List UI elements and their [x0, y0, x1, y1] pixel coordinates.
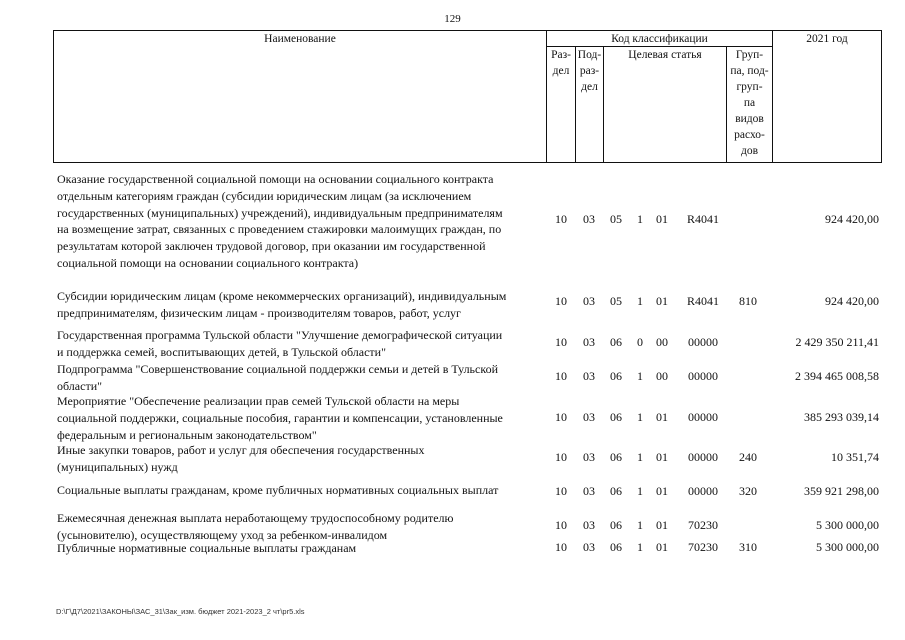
header-group-line: па, под-: [730, 65, 769, 77]
amount-2021-cell: 2 429 350 211,41: [795, 335, 879, 349]
target-event-cell: 00: [656, 335, 668, 349]
expense-type-cell: 240: [739, 450, 757, 464]
row-name-line: социальной помощи на основании социального контракта): [57, 255, 359, 270]
expense-type-cell: 810: [739, 294, 757, 308]
row-name: [57, 288, 547, 322]
target-subprogram-cell: 1: [637, 212, 643, 226]
target-program-cell: 06: [610, 484, 622, 498]
target-direction-cell: 00000: [688, 369, 718, 383]
row-name-line: результатам которой заключен трудовой договор, при оказании им государственной: [57, 239, 486, 254]
razdel-cell: 10: [555, 335, 567, 349]
row-name-line: (муниципальных) нужд: [57, 459, 178, 474]
target-event-cell: 01: [656, 410, 668, 424]
header-podrazdel: [576, 47, 603, 95]
row-name: [57, 442, 547, 476]
amount-2021-cell: 924 420,00: [825, 294, 879, 308]
header-razdel: [547, 47, 575, 79]
row-name-line: федеральным и региональным законодательством": [57, 427, 317, 442]
razdel-cell: 10: [555, 540, 567, 554]
expense-type-cell: 310: [739, 540, 757, 554]
row-name-line: Оказание государственной социальной помощи на основании социального контракта: [57, 172, 494, 186]
row-name-line: Публичные нормативные социальные выплаты гражданам: [57, 541, 357, 555]
podrazdel-cell: 03: [583, 335, 595, 349]
podrazdel-cell: 03: [583, 450, 595, 464]
row-name: [57, 393, 547, 443]
target-direction-cell: 70230: [688, 518, 718, 532]
page-number: 129: [444, 13, 461, 25]
amount-2021-cell: 10 351,74: [831, 450, 879, 464]
amount-2021-cell: 359 921 298,00: [804, 484, 879, 498]
header-podrazdel-line: дел: [581, 81, 598, 93]
razdel-cell: 10: [555, 294, 567, 308]
target-event-cell: 01: [656, 518, 668, 532]
row-name-line: Социальные выплаты гражданам, кроме публичных нормативных социальных выплат: [57, 483, 499, 497]
target-subprogram-cell: 1: [637, 410, 643, 424]
target-subprogram-cell: 1: [637, 518, 643, 532]
target-program-cell: 06: [610, 369, 622, 383]
row-name-line: Подпрограмма "Совершенствование социальной поддержки семьи и детей в Тульской: [57, 362, 498, 376]
header-group-line: груп-: [736, 81, 763, 93]
target-direction-cell: 00000: [688, 450, 718, 464]
header-group: [727, 47, 772, 159]
amount-2021-cell: 5 300 000,00: [816, 518, 879, 532]
header-podrazdel-line: Под-: [577, 49, 602, 61]
target-subprogram-cell: 1: [637, 450, 643, 464]
target-program-cell: 05: [610, 294, 622, 308]
target-event-cell: 00: [656, 369, 668, 383]
razdel-cell: 10: [555, 410, 567, 424]
row-name-line: Ежемесячная денежная выплата неработающему трудоспособному родителю: [57, 511, 454, 525]
target-subprogram-cell: 1: [637, 369, 643, 383]
podrazdel-cell: 03: [583, 369, 595, 383]
row-name-line: отдельным категориям граждан (субсидии юридическим лицам (за исключением: [57, 188, 472, 203]
header-group-line: Груп-: [735, 49, 764, 61]
razdel-cell: 10: [555, 369, 567, 383]
podrazdel-cell: 03: [583, 212, 595, 226]
target-program-cell: 06: [610, 410, 622, 424]
target-direction-cell: 70230: [688, 540, 718, 554]
target-direction-cell: 00000: [688, 410, 718, 424]
target-direction-cell: 00000: [688, 484, 718, 498]
podrazdel-cell: 03: [583, 294, 595, 308]
row-name: [57, 510, 547, 544]
razdel-cell: 10: [555, 518, 567, 532]
header-group-line: дов: [740, 145, 759, 157]
row-name-line: Субсидии юридическим лицам (кроме некоммерческих организаций), индивидуальным: [57, 289, 507, 303]
row-name-line: Государственная программа Тульской области "Улучшение демографической ситуации: [57, 328, 503, 342]
amount-2021-cell: 2 394 465 008,58: [795, 369, 879, 383]
row-name: [57, 171, 547, 272]
header-target: Целевая статья: [628, 49, 702, 61]
header-name: Наименование: [264, 33, 336, 45]
target-direction-cell: 00000: [688, 335, 718, 349]
header-group-line: па: [743, 97, 756, 109]
target-program-cell: 06: [610, 450, 622, 464]
podrazdel-cell: 03: [583, 518, 595, 532]
header-year: 2021 год: [806, 33, 848, 45]
podrazdel-cell: 03: [583, 410, 595, 424]
header-razdel-line: Раз-: [551, 49, 571, 61]
target-subprogram-cell: 0: [637, 335, 643, 349]
target-event-cell: 01: [656, 294, 668, 308]
target-program-cell: 06: [610, 335, 622, 349]
row-name-line: (усыновителю), осуществляющему уход за ребенком-инвалидом: [57, 527, 388, 542]
row-name-line: государственных (муниципальных) учреждений), индивидуальным предпринимателям: [57, 205, 503, 220]
file-path-footer: D:\Г\Д7\2021\ЗАКОНЫ\ЗАС_31\Зак_изм. бюджет 2021-2023_2 чт\pr5.xls: [56, 607, 305, 616]
podrazdel-cell: 03: [583, 484, 595, 498]
row-name-line: и поддержка семей, воспитывающих детей, в Тульской области": [57, 344, 386, 359]
target-subprogram-cell: 1: [637, 294, 643, 308]
target-event-cell: 01: [656, 540, 668, 554]
razdel-cell: 10: [555, 212, 567, 226]
target-direction-cell: R4041: [686, 212, 719, 226]
razdel-cell: 10: [555, 450, 567, 464]
row-name-line: Иные закупки товаров, работ и услуг для обеспечения государственных: [57, 443, 425, 457]
target-event-cell: 01: [656, 450, 668, 464]
header-group-line: расхо-: [734, 129, 765, 141]
amount-2021-cell: 385 293 039,14: [804, 410, 879, 424]
target-direction-cell: R4041: [686, 294, 719, 308]
amount-2021-cell: 5 300 000,00: [816, 540, 879, 554]
row-name: [57, 482, 547, 499]
target-event-cell: 01: [656, 484, 668, 498]
header-razdel-line: дел: [552, 65, 570, 77]
row-name: [57, 540, 547, 557]
row-name: [57, 361, 547, 395]
target-program-cell: 06: [610, 540, 622, 554]
row-name-line: социальной поддержки, социальные пособия, гарантии и компенсации, установленные: [57, 410, 503, 425]
row-name-line: на возмещение затрат, связанных с проведением стажировки малоимущих граждан, по: [57, 222, 502, 237]
target-event-cell: 01: [656, 212, 668, 226]
row-name-line: области": [57, 378, 103, 393]
target-subprogram-cell: 1: [637, 540, 643, 554]
amount-2021-cell: 924 420,00: [825, 212, 879, 226]
row-name-line: предпринимателям, физическим лицам - производителям товаров, работ, услуг: [57, 305, 461, 320]
header-podrazdel-line: раз-: [579, 65, 600, 77]
target-subprogram-cell: 1: [637, 484, 643, 498]
header-code: Код классификации: [611, 33, 708, 45]
expense-type-cell: 320: [739, 484, 757, 498]
target-program-cell: 05: [610, 212, 622, 226]
header-group-line: видов: [735, 113, 764, 125]
row-name: [57, 327, 547, 361]
podrazdel-cell: 03: [583, 540, 595, 554]
target-program-cell: 06: [610, 518, 622, 532]
row-name-line: Мероприятие "Обеспечение реализации прав семей Тульской области на меры: [57, 394, 460, 408]
razdel-cell: 10: [555, 484, 567, 498]
